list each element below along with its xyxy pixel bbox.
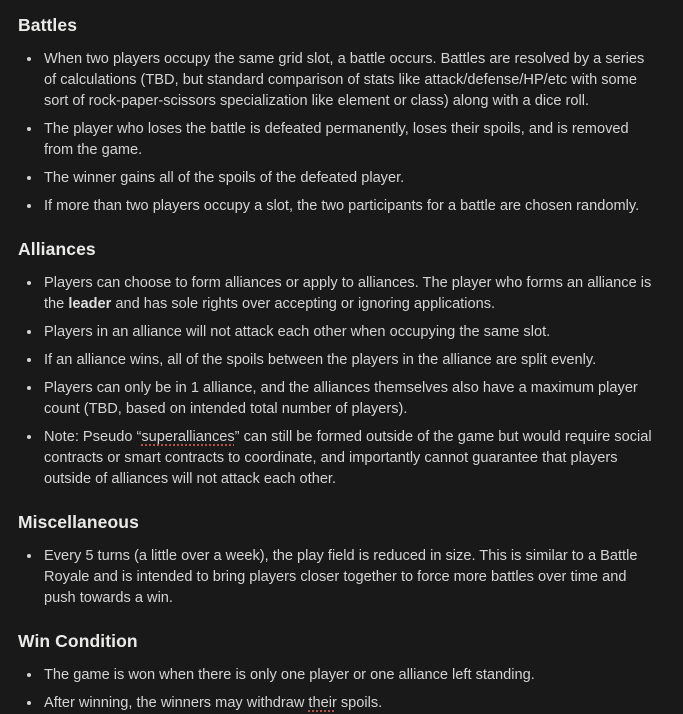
text-segment: ” can still be formed outside of the game but would require social contracts or smart contracts to coordinate, and importantly cannot guarantee that players outside of alliances will not attack each other. — [44, 429, 652, 487]
text-segment: After winning, the winners may withdraw — [44, 695, 309, 711]
section-heading-alliances: Alliances — [18, 239, 96, 259]
text-segment: Note: Pseudo “ — [44, 429, 142, 445]
text-segment: Players can choose to form alliances or apply to alliances. The player who forms an alliance is the — [44, 275, 652, 312]
section-heading-miscellaneous: Miscellaneous — [18, 512, 139, 532]
text-segment: spoils. — [336, 695, 383, 711]
bullet-item — [42, 272, 657, 315]
bullet-item — [42, 426, 657, 490]
text-segment: If an alliance wins, all of the spoils between the players in the alliance are split evenly. — [44, 352, 597, 368]
text-segment: Players can only be in 1 alliance, and the alliances themselves also have a maximum player count (TBD, based on intended total number of players). — [44, 380, 638, 417]
text-segment: The player who loses the battle is defeated permanently, loses their spoils, and is removed from the game. — [44, 121, 629, 158]
bullet-item — [42, 321, 657, 343]
bullet-item — [42, 195, 657, 217]
text-segment: Every 5 turns (a little over a week), the play field is reduced in size. This is similar to a Battle Royale and is intended to bring players closer together to force more battles over time and push towards a win. — [44, 548, 638, 606]
text-segment: If more than two players occupy a slot, the two participants for a battle are chosen randomly. — [44, 198, 640, 214]
section-win-condition — [18, 630, 657, 714]
bullet-item — [42, 48, 657, 112]
bullet-item — [42, 349, 657, 371]
bullet-item — [42, 167, 657, 189]
section-miscellaneous — [18, 511, 657, 609]
bullet-list-win-condition — [18, 664, 657, 714]
section-battles — [18, 14, 657, 217]
misspelled-text-segment: superalliances — [141, 429, 235, 445]
bullet-item — [42, 664, 657, 686]
section-heading-battles: Battles — [18, 15, 78, 35]
text-segment: The winner gains all of the spoils of the defeated player. — [44, 170, 405, 186]
bullet-list-battles — [18, 48, 657, 217]
bullet-list-alliances — [18, 272, 657, 490]
section-heading-win-condition: Win Condition — [18, 631, 138, 651]
bullet-item — [42, 118, 657, 161]
misspelled-text-segment: their — [308, 695, 337, 711]
bullet-list-miscellaneous — [18, 545, 657, 609]
text-segment: The game is won when there is only one player or one alliance left standing. — [44, 667, 535, 683]
section-alliances — [18, 238, 657, 490]
text-segment: When two players occupy the same grid slot, a battle occurs. Battles are resolved by a series of calculations (TBD, but standard comparison of stats like attack/defense/HP/etc with some sort of rock-paper-scissors specialization like element or class) along with a dice roll. — [44, 51, 645, 109]
bold-text-segment: leader — [68, 296, 112, 312]
bullet-item — [42, 377, 657, 420]
text-segment: Players in an alliance will not attack each other when occupying the same slot. — [44, 324, 551, 340]
bullet-item — [42, 545, 657, 609]
text-segment: and has sole rights over accepting or ignoring applications. — [111, 296, 496, 312]
bullet-item — [42, 692, 657, 714]
